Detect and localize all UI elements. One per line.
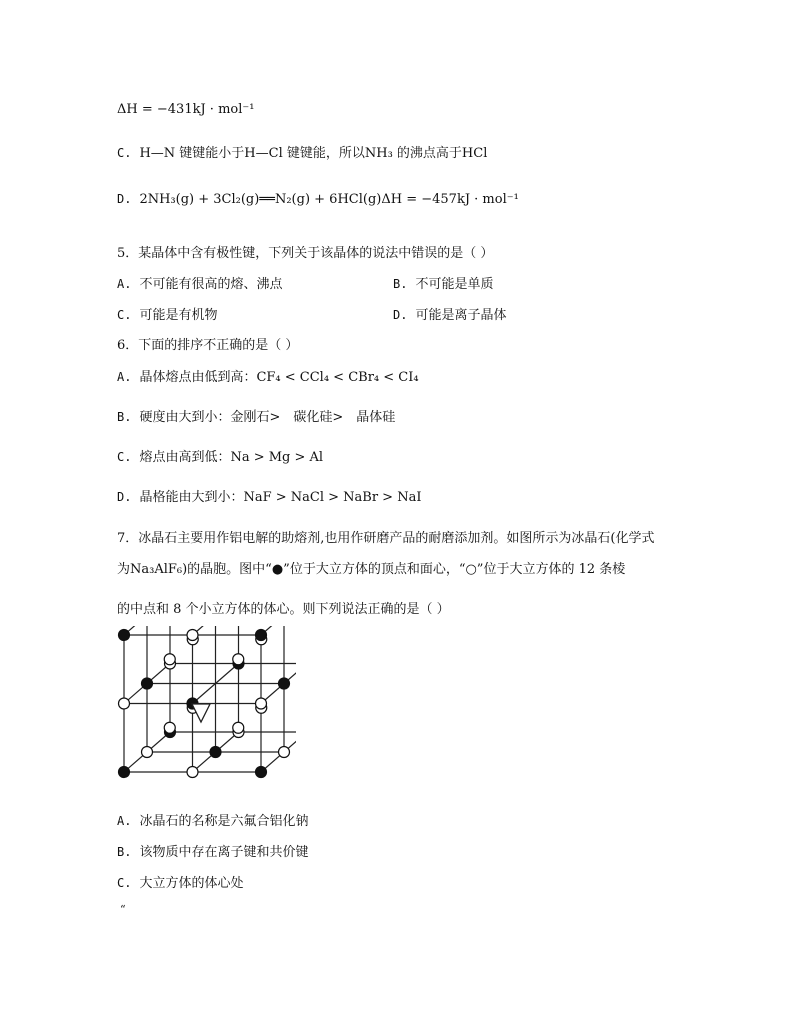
q7-stem-line1: 7．冰晶石主要用作铝电解的助熔剂,也用作研磨产品的耐磨添加剂。如图所示为冰晶石(化学式 [117,531,655,546]
filled-atom-icon [119,630,130,641]
hollow-atom-icon [187,630,198,641]
option-text: 冰晶石的名称是六氟合铝化钠 [139,814,309,829]
option-label: A. [117,370,132,384]
q7-option-b [117,841,308,860]
q6-option-c [117,446,323,465]
option-label: A. [117,277,132,291]
filled-atom-icon [142,678,153,689]
option-label: B. [117,845,132,859]
option-label: C. [117,308,132,322]
filled-atom-icon [279,678,290,689]
cell-atoms [119,626,297,778]
filled-atom-icon [256,767,267,778]
option-label: C. [117,146,132,160]
enthalpy-continuation: ΔH = −431kJ · mol⁻¹ [117,102,255,117]
filled-atom-icon [256,630,267,641]
option-text: 可能是离子晶体 [415,308,507,323]
q4-option-d [117,192,519,207]
q5-stem: 5．某晶体中含有极性键，下列关于该晶体的说法中错误的是（ ） [117,246,494,261]
option-text: H—N 键键能小于H—Cl 键键能，所以NH₃ 的沸点高于HCl [139,146,488,161]
filled-atom-icon [210,747,221,758]
q7-option-a [117,810,308,829]
option-label: A. [117,814,132,828]
hollow-atom-icon [119,698,130,709]
option-text: 晶格能由大到小：NaF > NaCl > NaBr > NaI [139,490,422,505]
option-text: 可能是有机物 [139,308,218,323]
q4-option-c [117,142,487,161]
q6-option-b [117,406,395,425]
q7-stem-line2: 为Na₃AlF₆)的晶胞。图中“●”位于大立方体的顶点和面心，“○”位于大立方体的 12 条棱 [117,562,626,577]
q7-stem-line3: 的中点和 8 个小立方体的体心。则下列说法正确的是（ ） [117,602,450,617]
option-label: B. [117,410,132,424]
q6-option-d [117,486,421,505]
q7-option-c [117,872,243,891]
hollow-atom-icon [187,767,198,778]
hollow-atom-icon [164,722,175,733]
q5-option-d [393,304,506,323]
option-label: C. [117,876,132,890]
cryolite-unit-cell-figure [116,626,296,798]
hollow-atom-icon [233,722,244,733]
option-text: 该物质中存在离子键和共价键 [139,845,309,860]
hollow-atom-icon [256,698,267,709]
option-text: 晶体熔点由低到高：CF₄ < CCl₄ < CBr₄ < CI₄ [139,370,419,385]
option-text: 不可能是单质 [415,277,494,292]
option-label: B. [393,277,408,291]
option-label: C. [117,450,132,464]
option-text: 硬度由大到小：金刚石> 碳化硅> 晶体硅 [139,410,396,425]
option-label: D. [393,308,408,322]
hollow-atom-icon [233,654,244,665]
hollow-atom-icon [279,747,290,758]
option-text: 2NH₃(g) + 3Cl₂(g)══N₂(g) + 6HCl(g)ΔH = −457kJ · mol⁻¹ [139,192,519,207]
q6-stem: 6．下面的排序不正确的是（ ） [117,338,299,353]
q5-option-c [117,304,217,323]
option-text: 大立方体的体心处 [139,876,244,891]
option-label: D. [117,490,132,504]
filled-atom-icon [119,767,130,778]
hollow-atom-icon [164,654,175,665]
q5-option-a [117,273,282,292]
option-text: 熔点由高到低：Na > Mg > Al [139,450,324,465]
option-text: 不可能有很高的熔、沸点 [139,277,283,292]
q6-option-a [117,366,419,385]
q5-option-b [393,273,493,292]
hollow-atom-icon [142,747,153,758]
option-label: D. [117,192,132,206]
trailing-quote-mark: “ [120,903,126,916]
